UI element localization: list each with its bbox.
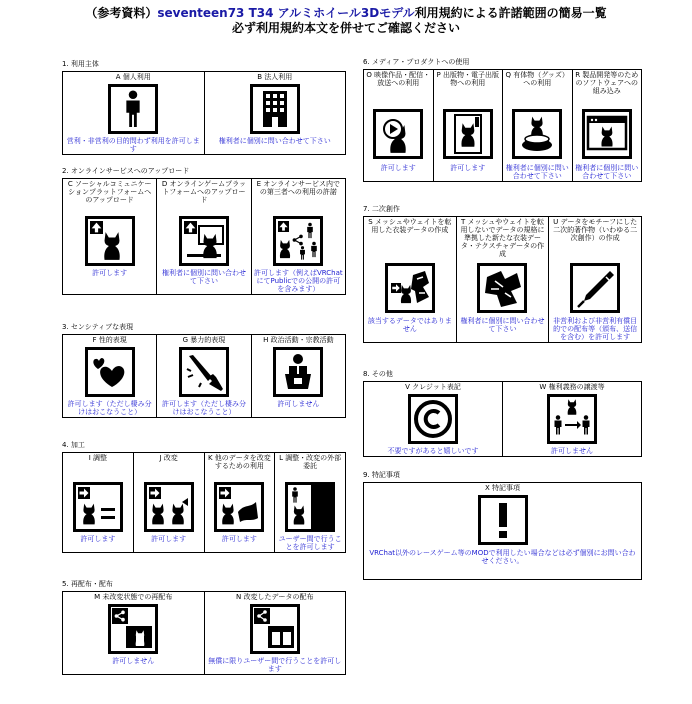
license-item-m [63, 592, 205, 675]
license-item-p [433, 70, 503, 182]
license-item-q [503, 70, 573, 182]
item-header: D オンラインゲームプラットフォームへのアップロード [161, 180, 247, 204]
item-header: Q 有体物（グッズ）への利用 [505, 71, 569, 87]
item-header: M 未改変状態での再配布 [94, 593, 173, 601]
license-table [62, 334, 346, 418]
section-special-notes [363, 471, 642, 580]
item-header: B 法人利用 [257, 73, 293, 81]
item-header: O 映像作品・配信・放送への利用 [366, 71, 431, 87]
item-header: L 調整・改変の外部委託 [279, 454, 342, 470]
exclamation-icon [364, 493, 641, 547]
outsource-icon [275, 480, 345, 534]
hearts-icon [63, 345, 156, 399]
item-status: 不要ですがあると嬉しいです [387, 447, 479, 455]
game-upload-icon [157, 214, 250, 268]
license-item-c [63, 179, 157, 295]
section-derivative [363, 205, 642, 343]
item-header: T メッシュやウェイトを転用しないでデータの規格に準拠した新たな衣装データ・テクスチャデータの作成 [460, 218, 545, 258]
license-item-b [204, 72, 346, 155]
license-item-g [157, 335, 251, 418]
item-status: 許可します（例えばVRChatにてPublicでの公開の許可を含みます） [253, 269, 343, 293]
license-item-i [63, 453, 134, 553]
use-for-modify-icon [205, 480, 275, 534]
license-item-a [63, 72, 205, 155]
item-status: VRChat以外のレースゲーム等のMODで利用したい場合などは必ず個別にお問い合わせください。 [369, 549, 636, 565]
license-item-l [275, 453, 346, 553]
item-status: 許可しません [551, 447, 593, 455]
item-status: 権利者に個別に問い合わせて下さい [460, 317, 545, 333]
license-table [363, 216, 642, 343]
section-other [363, 370, 642, 457]
item-status: 許可しません [277, 400, 320, 408]
license-table [62, 178, 346, 295]
item-status: 許可します（ただし棲み分けはおこなうこと） [67, 400, 152, 416]
item-header: G 暴力的表現 [182, 336, 226, 344]
title-line2: 必ず利用規約本文を併せてご確認ください [231, 21, 460, 35]
license-table [363, 69, 642, 182]
section-redistribution [62, 580, 346, 675]
social-upload-icon [63, 214, 156, 268]
item-header: V クレジット表記 [405, 383, 461, 391]
section-processing [62, 441, 346, 553]
distribute-modified-icon [205, 602, 346, 656]
license-item-f [63, 335, 157, 418]
item-status: 許可します [151, 535, 187, 543]
title-prefix: （参考資料） [85, 6, 158, 20]
section-heading: 8. その他 [363, 370, 393, 378]
adjust-icon [63, 480, 133, 534]
video-icon [364, 105, 433, 163]
publication-icon [434, 105, 503, 163]
item-status: 該当するデータではありません [367, 317, 452, 333]
section-heading: 5. 再配布・配布 [62, 580, 113, 588]
title-suffix: 利用規約による許諾範囲の簡易一覧 [414, 6, 607, 20]
item-status: 許可します [450, 164, 486, 172]
section-online-upload [62, 167, 346, 295]
copyright-icon [364, 392, 502, 446]
modify-icon [134, 480, 204, 534]
title-line1 [0, 6, 692, 21]
license-item-o [364, 70, 434, 182]
item-header: F 性的表現 [92, 336, 127, 344]
item-header: I 調整 [88, 454, 108, 462]
item-status: 権利者に個別に問い合わせて下さい [505, 164, 569, 180]
item-header: E オンラインサービス内での第三者への利用の許諾 [256, 180, 341, 196]
mesh-clothes-icon [364, 260, 456, 316]
share-people-icon [252, 214, 345, 268]
item-header: H 政治活動・宗教活動 [263, 336, 334, 344]
item-status: 無償に限りユーザー間で行うことを許可します [208, 657, 342, 673]
page-title [0, 6, 692, 36]
pen-icon [549, 260, 641, 316]
license-table [363, 482, 642, 580]
new-clothes-icon [457, 260, 549, 316]
item-status: 許可します [80, 535, 116, 543]
item-header: N 改変したデータの配布 [236, 593, 314, 601]
item-header: S メッシュやウェイトを転用した衣装データの作成 [368, 218, 452, 234]
section-heading: 9. 特記事項 [363, 471, 400, 479]
license-item-k [204, 453, 275, 553]
item-status: 権利者に個別に問い合わせて下さい [575, 164, 639, 180]
item-header: K 他のデータを改変するための利用 [207, 454, 271, 470]
license-item-j [133, 453, 204, 553]
license-table [62, 452, 346, 553]
item-header: U データをモチーフにした二次的著作物（いわゆる二次創作）の作成 [553, 218, 638, 242]
item-header: A 個人利用 [115, 73, 151, 81]
section-heading: 4. 加工 [62, 441, 85, 449]
section-heading: 7. 二次創作 [363, 205, 400, 213]
item-status: 許可します [221, 535, 257, 543]
license-item-d [157, 179, 251, 295]
item-status: 非営利および非営利有償目的での配布等（頒布、送信を含む）を許可します [553, 317, 638, 341]
transfer-icon [503, 392, 641, 446]
item-status: ユーザー間で行うことを許可します [278, 535, 342, 551]
section-heading: 1. 利用主体 [62, 60, 99, 68]
person-icon [63, 82, 204, 136]
license-item-n [204, 592, 346, 675]
item-status: 許可します [380, 164, 416, 172]
knife-icon [157, 345, 250, 399]
section-sensitive [62, 323, 346, 418]
item-header: X 特記事項 [484, 484, 521, 492]
section-heading: 6. メディア・プロダクトへの使用 [363, 58, 470, 66]
goods-icon [503, 105, 572, 163]
license-item-t [456, 217, 549, 343]
item-status: 営利・非営利の目的問わず利用を許可します [66, 137, 200, 153]
license-item-x [364, 483, 642, 580]
section-media [363, 58, 642, 182]
redistribute-icon [63, 602, 204, 656]
item-status: 権利者に個別に問い合わせて下さい [161, 269, 246, 285]
item-header: C ソーシャルコミュニケーションプラットフォームへのアップロード [67, 180, 152, 204]
item-status: 権利者に個別に問い合わせて下さい [218, 137, 331, 145]
license-table [62, 591, 346, 675]
section-heading: 2. オンラインサービスへのアップロード [62, 167, 190, 175]
license-item-e [251, 179, 345, 295]
section-heading: 3. センシティブな表現 [62, 323, 134, 331]
podium-icon [252, 345, 345, 399]
section-usage-subject [62, 60, 346, 155]
license-table [363, 381, 642, 457]
item-header: J 改変 [159, 454, 178, 462]
item-header: P 出版物・電子出版物への利用 [436, 71, 499, 87]
license-item-v [364, 382, 503, 457]
item-status: 許可します [92, 269, 128, 277]
title-accent: seventeen73 T34 アルミホイール3Dモデル [157, 6, 415, 20]
license-item-w [503, 382, 642, 457]
license-item-s [364, 217, 457, 343]
item-status: 許可します（ただし棲み分けはおこなうこと） [161, 400, 246, 416]
item-status: 許可しません [112, 657, 155, 665]
license-item-u [549, 217, 642, 343]
license-table [62, 71, 346, 155]
license-item-r [572, 70, 642, 182]
item-header: W 権利義務の譲渡等 [539, 383, 605, 391]
software-icon [573, 105, 642, 163]
item-header: R 製品開発等のためのソフトウェアへの組み込み [575, 71, 639, 95]
license-item-h [251, 335, 345, 418]
building-icon [205, 82, 346, 136]
